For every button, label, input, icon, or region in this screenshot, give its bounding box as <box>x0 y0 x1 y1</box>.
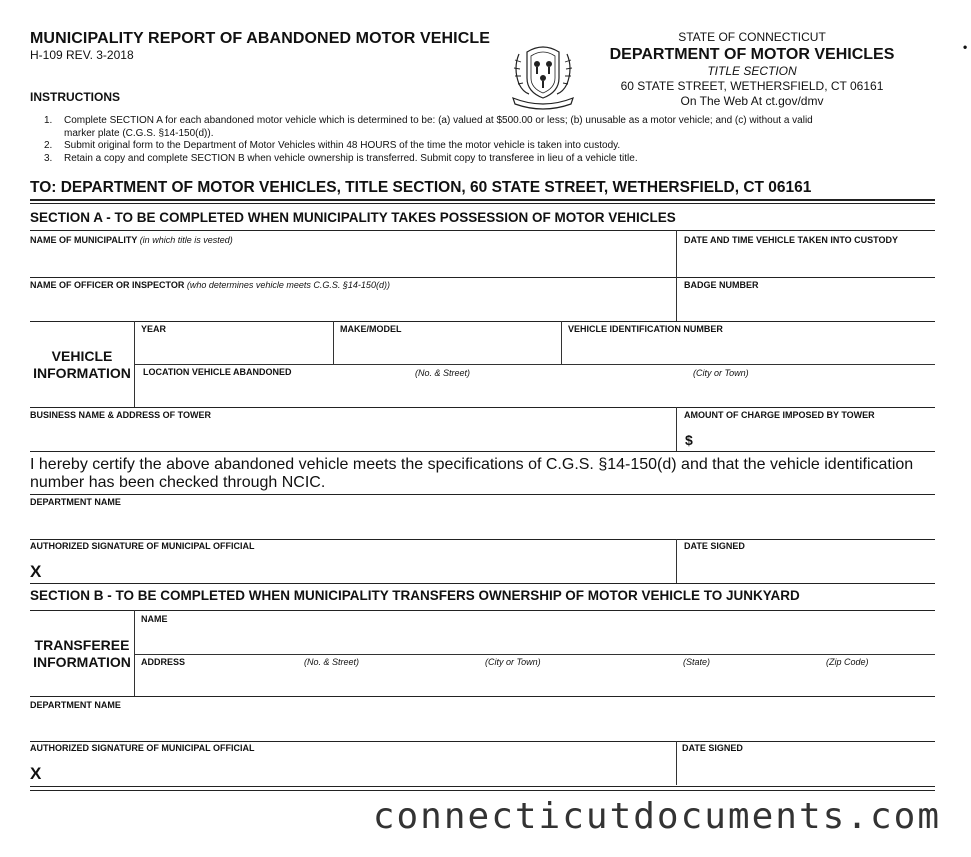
municipality-label <box>30 235 233 245</box>
divider <box>30 696 935 697</box>
charge-label: AMOUNT OF CHARGE IMPOSED BY TOWER <box>684 410 875 420</box>
department-field-b[interactable] <box>30 711 933 739</box>
divider <box>676 539 677 583</box>
divider <box>676 277 677 321</box>
custody-date-label: DATE AND TIME VEHICLE TAKEN INTO CUSTODY <box>684 235 899 245</box>
divider <box>30 786 935 787</box>
divider <box>333 321 334 364</box>
certification-statement: I hereby certify the above abandoned vehicle meets the specifications of C.G.S. §14-150(d) and that the vehicle identification number has been checked through NCIC. <box>30 456 914 491</box>
signature-label: AUTHORIZED SIGNATURE OF MUNICIPAL OFFICIAL <box>30 541 255 551</box>
date-signed-field-b[interactable] <box>680 755 932 783</box>
location-street-hint: (No. & Street) <box>415 368 471 378</box>
instruction-number: 3. <box>44 152 53 164</box>
signature-x-mark-b: X <box>30 764 42 783</box>
divider <box>30 230 935 231</box>
address-city-hint: (City or Town) <box>485 657 541 667</box>
address-state-hint: (State) <box>683 657 711 667</box>
agency-state: STATE OF CONNECTICUT <box>678 30 826 44</box>
signature-label-b: AUTHORIZED SIGNATURE OF MUNICIPAL OFFICIAL <box>30 743 255 753</box>
officer-label <box>30 280 390 290</box>
divider <box>676 741 677 785</box>
instructions-heading: INSTRUCTIONS <box>30 90 120 104</box>
badge-field[interactable] <box>680 291 932 320</box>
divider <box>30 277 935 278</box>
agency-block <box>598 30 906 109</box>
divider <box>134 654 935 655</box>
transferee-name-field[interactable] <box>138 625 933 652</box>
custody-date-field[interactable] <box>680 246 932 276</box>
instruction-text: Submit original form to the Department of Motor Vehicles within 48 HOURS of the time the motor vehicle is taken into custody. <box>64 140 621 152</box>
location-field[interactable] <box>138 380 933 406</box>
divider <box>676 230 677 277</box>
location-label: LOCATION VEHICLE ABANDONED <box>143 367 292 377</box>
section-b-heading: SECTION B - TO BE COMPLETED WHEN MUNICIPALITY TRANSFERS OWNERSHIP OF MOTOR VEHICLE TO JUNKYARD <box>30 588 800 603</box>
signature-field-b[interactable] <box>48 755 670 783</box>
instruction-number: 1. <box>44 115 53 126</box>
state-seal-icon <box>505 40 581 110</box>
divider <box>561 321 562 364</box>
year-field[interactable] <box>138 336 330 362</box>
agency-address: 60 STATE STREET, WETHERSFIELD, CT 06161 <box>620 79 884 93</box>
instruction-item <box>44 140 844 153</box>
to-address-line: TO: DEPARTMENT OF MOTOR VEHICLES, TITLE SECTION, 60 STATE STREET, WETHERSFIELD, CT 06161 <box>30 179 812 196</box>
municipality-hint: (in which title is vested) <box>139 235 233 245</box>
transferee-side-label <box>30 637 134 671</box>
form-revision: H-109 REV. 3-2018 <box>30 48 134 62</box>
make-model-label: MAKE/MODEL <box>340 324 402 334</box>
agency-section: TITLE SECTION <box>707 64 797 78</box>
department-label: DEPARTMENT NAME <box>30 497 121 507</box>
signature-x-mark: X <box>30 562 42 581</box>
address-zip-hint: (Zip Code) <box>826 657 869 667</box>
officer-hint: (who determines vehicle meets C.G.S. §14-150(d)) <box>186 280 390 290</box>
instruction-number: 2. <box>44 140 53 152</box>
agency-department: DEPARTMENT OF MOTOR VEHICLES <box>609 46 895 63</box>
badge-label: BADGE NUMBER <box>684 280 759 290</box>
agency-web: On The Web At ct.gov/dmv <box>680 94 824 108</box>
instruction-text: Retain a copy and complete SECTION B when vehicle ownership is transferred. Submit copy to transferee in lieu of a vehicle title. <box>64 152 638 164</box>
date-signed-label-b: DATE SIGNED <box>682 743 743 753</box>
divider <box>30 494 935 495</box>
vehicle-info-line1: VEHICLE <box>51 348 113 364</box>
divider <box>30 539 935 540</box>
divider <box>30 407 935 408</box>
divider <box>30 199 935 201</box>
transferee-line2: INFORMATION <box>33 654 131 670</box>
make-model-field[interactable] <box>337 336 557 362</box>
municipality-field[interactable] <box>30 246 670 276</box>
date-signed-label: DATE SIGNED <box>684 541 745 551</box>
divider <box>30 583 935 584</box>
tower-field[interactable] <box>30 422 670 450</box>
site-watermark: connecticutdocuments.com <box>372 796 941 837</box>
date-signed-field[interactable] <box>680 553 932 581</box>
transferee-address-field[interactable] <box>138 668 933 695</box>
vehicle-info-side-label <box>30 348 134 382</box>
section-a-heading: SECTION A - TO BE COMPLETED WHEN MUNICIPALITY TAKES POSSESSION OF MOTOR VEHICLES <box>30 210 676 225</box>
edge-mark: • <box>963 40 968 54</box>
divider <box>134 364 935 365</box>
charge-field[interactable] <box>700 422 932 450</box>
vin-label: VEHICLE IDENTIFICATION NUMBER <box>568 324 723 334</box>
vin-field[interactable] <box>565 336 933 362</box>
address-street-hint: (No. & Street) <box>304 657 360 667</box>
divider <box>30 203 935 204</box>
officer-label-text: NAME OF OFFICER OR INSPECTOR <box>30 280 185 290</box>
form-title: MUNICIPALITY REPORT OF ABANDONED MOTOR VEHICLE <box>30 30 491 47</box>
transferee-name-label: NAME <box>141 614 168 624</box>
divider <box>30 321 935 322</box>
signature-field[interactable] <box>48 553 670 581</box>
divider <box>30 451 935 452</box>
divider <box>676 407 677 451</box>
dollar-sign: $ <box>685 432 693 448</box>
divider <box>134 610 135 696</box>
divider <box>30 610 935 611</box>
instruction-text: Complete SECTION A for each abandoned motor vehicle which is determined to be: (a) valued at $500.00 or less; (b) unusable as a motor vehicle; and (c) without a valid marker plate (C.G.S. §14-150(d)). <box>64 115 813 139</box>
tower-label: BUSINESS NAME & ADDRESS OF TOWER <box>30 410 212 420</box>
department-field[interactable] <box>30 508 933 538</box>
location-city-hint: (City or Town) <box>693 368 749 378</box>
transferee-address-label: ADDRESS <box>141 657 186 667</box>
officer-field[interactable] <box>30 291 670 320</box>
year-label: YEAR <box>141 324 167 334</box>
instructions-list <box>44 115 844 165</box>
transferee-line1: TRANSFEREE <box>34 637 130 653</box>
municipality-label-text: NAME OF MUNICIPALITY <box>30 235 138 245</box>
instruction-item <box>44 115 844 140</box>
vehicle-info-line2: INFORMATION <box>33 365 131 381</box>
instruction-item <box>44 153 844 166</box>
divider <box>30 741 935 742</box>
department-label-b: DEPARTMENT NAME <box>30 700 121 710</box>
divider <box>30 790 935 791</box>
